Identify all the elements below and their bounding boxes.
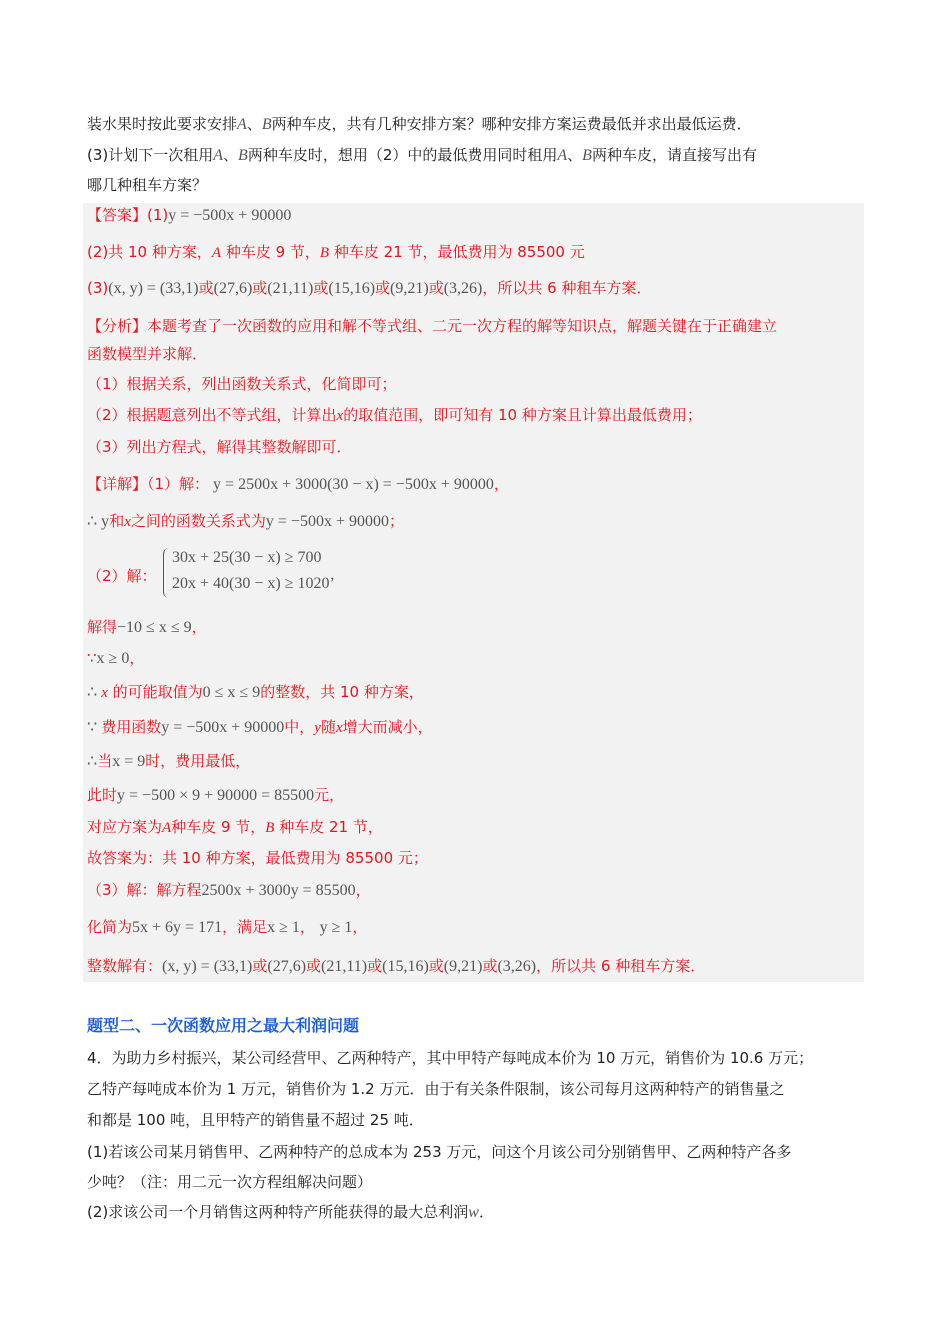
text-segment: ，满足 (222, 918, 268, 936)
text-segment: ，所以共 6 种租车方案． (536, 957, 706, 975)
math-expression: ∴ (87, 684, 102, 701)
math-expression: (3,26) (443, 280, 483, 297)
text-line (87, 648, 144, 669)
text-segment: 【分析】本题考查了一次函数的应用和解不等式组、二元一次方程的解等知识点，解题关键在于正确建立 (87, 317, 778, 335)
text-segment: 时，费用最低， (145, 752, 251, 770)
text-segment: 种车皮 9 节， (171, 818, 266, 836)
text-segment: (3)计划下一次租用 (87, 146, 214, 164)
text-segment: A (162, 820, 172, 836)
text-line (87, 511, 404, 532)
math-expression: (15,16) (328, 280, 376, 297)
text-segment: 题型二、一次函数应用之最大利润问题 (87, 1016, 360, 1035)
math-expression: (9,21) (443, 958, 483, 975)
math-expression: B (238, 147, 248, 164)
math-expression: (21,11) (321, 958, 368, 975)
text-segment: 种车皮 21 节， (274, 818, 383, 836)
math-expression: −10 ≤ x ≤ 9 (117, 619, 192, 636)
text-segment: A (211, 245, 222, 261)
text-segment: （1）根据关系，列出函数关系式，化简即可； (87, 375, 397, 393)
math-expression: (27,6) (213, 280, 253, 297)
text-segment: x (335, 720, 343, 736)
text-segment: 、 (223, 146, 239, 164)
text-segment: （2）根据题意列出不等式组，计算出 (87, 406, 337, 424)
text-segment: 或 (375, 279, 391, 297)
text-segment: 或 (428, 957, 444, 975)
math-expression: (21,11) (267, 280, 314, 297)
text-segment: 化简为 (87, 918, 133, 936)
math-expression: B (261, 116, 272, 133)
text-segment: B (319, 245, 330, 261)
text-line (87, 474, 509, 495)
text-segment: （3）列出方程式，解得其整数解即可． (87, 438, 352, 456)
text-line (87, 1142, 791, 1162)
text-segment: 4．为助力乡村振兴，某公司经营甲、乙两种特产，其中甲特产每吨成本价为 10 万元，销售价为 10.6 万元； (87, 1049, 814, 1067)
text-segment: ， (352, 918, 368, 936)
math-expression: (x, y) = (33,1) (108, 280, 199, 297)
text-segment: 、 (246, 115, 262, 133)
text-segment: (2)共 10 种方案， (87, 243, 212, 261)
math-expression: A (237, 116, 247, 133)
text-line (87, 880, 371, 901)
text-line (87, 344, 207, 364)
math-expression: (27,6) (267, 958, 307, 975)
text-segment: 之间的函数关系式为 (130, 512, 266, 530)
text-line (87, 316, 777, 336)
text-line (87, 848, 428, 868)
math-expression: (x, y) = (33,1) (162, 958, 253, 975)
text-segment: 两种车皮时，想用（2）中的最低费用同时租用 (247, 146, 558, 164)
text-segment: ， (299, 918, 320, 936)
text-line (87, 682, 424, 703)
system-brace (163, 548, 172, 598)
math-expression: y = 2500x + 3000(30 − x) = −500x + 90000 (209, 476, 494, 493)
text-line (87, 1110, 424, 1130)
text-segment: 当 (97, 752, 113, 770)
text-line (87, 1202, 494, 1223)
math-expression: ∴ (87, 753, 98, 770)
math-expression: y ≥ 1 (319, 919, 353, 936)
text-segment: x (101, 685, 108, 701)
text-segment: 函数模型并求解． (87, 345, 208, 363)
math-expression: A (213, 147, 224, 164)
text-segment: 和 (109, 512, 125, 530)
text-segment: 或 (428, 279, 444, 297)
text-segment: 中， (284, 718, 315, 736)
text-line (87, 717, 433, 738)
math-expression: 5x + 6y = 171 (132, 919, 223, 936)
math-expression: y = −500 × 9 + 90000 = 85500 (117, 787, 315, 804)
text-segment: 或 (252, 279, 268, 297)
text-segment: 少吨？（注：用二元一次方程组解决问题） (87, 1173, 373, 1191)
text-segment: 的取值范围，即可知有 10 种方案且计算出最低费用； (343, 406, 702, 424)
math-expression: y = −500x + 90000 (168, 207, 292, 224)
text-segment: 或 (367, 957, 383, 975)
text-segment: 故答案为：共 10 种方案，最低费用为 85500 元； (87, 849, 428, 867)
math-expression: w (468, 1204, 479, 1221)
text-line (87, 1048, 813, 1068)
text-segment: 解得 (87, 618, 118, 636)
text-line (87, 374, 397, 394)
text-segment: x (336, 408, 344, 424)
text-line (87, 175, 207, 195)
text-segment: x (124, 514, 131, 530)
text-segment: 种车皮 21 节，最低费用为 85500 元 (329, 243, 585, 261)
math-expression: (3,26) (497, 958, 537, 975)
text-segment: 的整数，共 10 种方案， (260, 683, 424, 701)
text-segment: ， (129, 649, 145, 667)
math-expression: B (582, 147, 592, 164)
text-segment: 此时 (87, 786, 118, 804)
text-line (87, 751, 250, 772)
math-expression: x ≥ 0 (96, 650, 130, 667)
text-line (87, 437, 352, 457)
math-expression: x = 9 (112, 753, 146, 770)
text-segment: 或 (313, 279, 329, 297)
text-segment: ，所以共 6 种租车方案． (482, 279, 652, 297)
text-line (87, 145, 757, 166)
text-segment: ． (478, 1203, 494, 1221)
text-segment: 哪几种租车方案？ (87, 176, 208, 194)
text-line (87, 917, 367, 938)
text-line (87, 1172, 372, 1192)
text-line (87, 405, 702, 426)
math-expression: A (557, 147, 568, 164)
text-segment: 整数解有： (87, 957, 163, 975)
math-expression: y = −500x + 90000 (161, 719, 285, 736)
text-line (87, 817, 383, 838)
text-line (87, 566, 157, 586)
text-segment: 随 (320, 718, 336, 736)
text-segment: 、 (567, 146, 583, 164)
text-line (87, 205, 291, 226)
text-segment: 或 (198, 279, 214, 297)
text-line (87, 785, 344, 806)
inequality-2: 20x + 40(30 − x) ≥ 1020’ (172, 575, 335, 592)
text-segment: 两种车皮，共有几种安排方案？哪种安排方案运费最低并求出最低运费． (271, 115, 752, 133)
inequality-1: 30x + 25(30 − x) ≥ 700 (172, 549, 322, 566)
text-segment: y (314, 720, 321, 736)
math-expression: ∵ (87, 719, 102, 736)
text-segment: 种车皮 9 节， (221, 243, 320, 261)
text-segment: (3) (87, 279, 109, 297)
text-segment: （2）解： (87, 567, 157, 585)
text-segment: 两种车皮，请直接写出有 (591, 146, 757, 164)
text-segment: ， (493, 475, 509, 493)
math-expression: ∴ y (87, 513, 110, 530)
math-expression: (9,21) (390, 280, 429, 297)
text-segment: (1)若该公司某月销售甲、乙两种特产的总成本为 253 万元，问这个月该公司分别销售甲、乙两种特产各多 (87, 1143, 792, 1161)
text-line (87, 1079, 784, 1099)
text-line (87, 956, 705, 977)
text-segment: ； (388, 512, 404, 530)
text-segment: 装水果时按此要求安排 (87, 115, 238, 133)
text-line (87, 617, 207, 638)
text-segment: 或 (482, 957, 498, 975)
text-segment: ， (191, 618, 207, 636)
section-heading (87, 1016, 359, 1036)
text-segment: 【答案】(1) (87, 206, 169, 224)
text-line (87, 242, 585, 263)
text-segment: 和都是 100 吨，且甲特产的销售量不超过 25 吨． (87, 1111, 424, 1129)
text-segment: ∵ (87, 649, 97, 667)
math-expression: (15,16) (382, 958, 429, 975)
text-segment: 或 (306, 957, 322, 975)
text-segment: B (265, 820, 275, 836)
text-line (87, 114, 752, 135)
text-segment: 或 (252, 957, 268, 975)
text-segment: ， (355, 881, 371, 899)
text-segment: 元， (314, 786, 345, 804)
text-segment: (2)求该公司一个月销售这两种特产所能获得的最大总利润 (87, 1203, 469, 1221)
text-line (87, 278, 651, 299)
math-expression: 0 ≤ x ≤ 9 (202, 684, 261, 701)
text-segment: （3）解：解方程 (87, 881, 202, 899)
math-expression: y = −500x + 90000 (265, 513, 389, 530)
text-segment: 【详解】（1）解： (87, 475, 210, 493)
text-segment: 的可能取值为 (107, 683, 203, 701)
text-segment: 增大而减小， (342, 718, 433, 736)
text-segment: 乙特产每吨成本价为 1 万元，销售价为 1.2 万元．由于有关条件限制，该公司每月这两种特产的销售量之 (87, 1080, 785, 1098)
math-expression: x ≥ 1 (267, 919, 300, 936)
text-segment: 费用函数 (101, 718, 162, 736)
math-expression: 2500x + 3000y = 85500 (201, 882, 356, 899)
text-segment: 对应方案为 (87, 818, 163, 836)
